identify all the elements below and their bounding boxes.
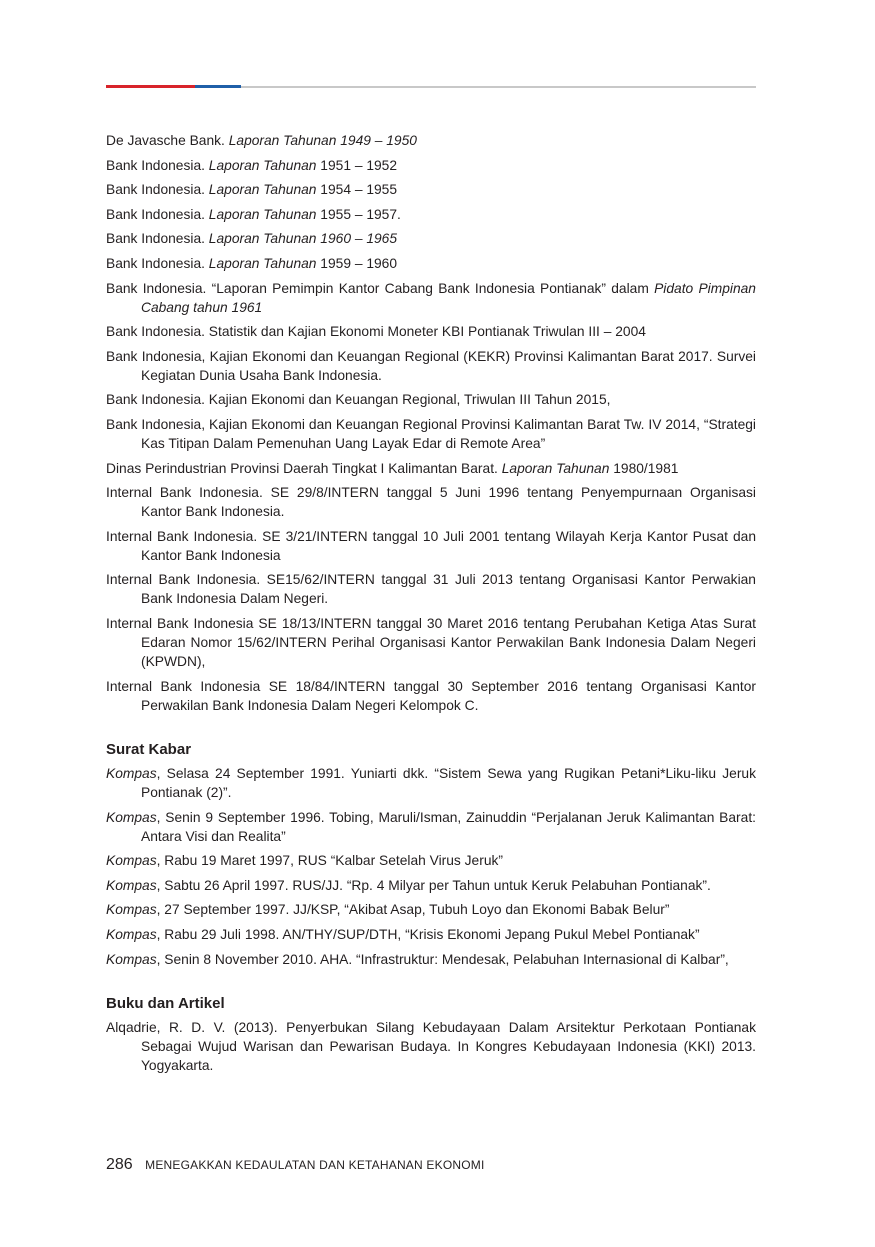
reference-entry bbox=[106, 764, 756, 802]
reference-text: Bank Indonesia. bbox=[106, 182, 209, 198]
reference-text: , Rabu 19 Maret 1997, RUS “Kalbar Setelah Virus Jeruk” bbox=[156, 853, 503, 869]
reference-entry bbox=[106, 229, 756, 248]
reference-entry bbox=[106, 347, 756, 385]
section-heading: Surat Kabar bbox=[106, 740, 192, 758]
running-title: MENEGAKKAN KEDAULATAN DAN KETAHANAN EKONOMI bbox=[145, 1158, 485, 1172]
reference-italic-text: Laporan Tahunan bbox=[208, 157, 317, 173]
reference-text: De Javasche Bank. bbox=[106, 133, 229, 148]
reference-entry bbox=[106, 950, 756, 969]
page-number: 286 bbox=[106, 1156, 133, 1173]
reference-text: Bank Indonesia, Kajian Ekonomi dan Keuangan Regional (KEKR) Provinsi Kalimantan Barat 2017. Survei Kegiatan Dunia Usaha Bank Indonesia. bbox=[106, 348, 756, 383]
reference-text: Internal Bank Indonesia SE 18/84/INTERN tanggal 30 September 2016 tentang Organisasi Kantor Perwakilan Bank Indonesia Dalam Negeri Kelompok C. bbox=[106, 678, 756, 713]
reference-text: Bank Indonesia. bbox=[106, 206, 209, 222]
header-rule bbox=[106, 85, 756, 88]
reference-italic-text: Pidato Pimpinan Cabang tahun 1961 bbox=[141, 280, 756, 315]
reference-entry bbox=[106, 677, 756, 715]
reference-entry bbox=[106, 851, 756, 870]
reference-italic-text: Kompas bbox=[106, 926, 157, 942]
reference-entry bbox=[106, 876, 756, 895]
reference-entry bbox=[106, 900, 756, 919]
reference-entry bbox=[106, 254, 756, 273]
reference-text: Bank Indonesia. “Laporan Pemimpin Kantor Cabang Bank Indonesia Pontianak” dalam bbox=[106, 280, 655, 296]
reference-entry bbox=[106, 614, 756, 671]
reference-entry bbox=[106, 1018, 756, 1075]
reference-italic-text: Laporan Tahunan 1960 – 1965 bbox=[208, 231, 398, 247]
section-heading: Buku dan Artikel bbox=[106, 994, 225, 1012]
reference-italic-text: Kompas bbox=[106, 951, 157, 967]
reference-text: Internal Bank Indonesia. SE15/62/INTERN tanggal 31 Juli 2013 tentang Organisasi Kantor Perwakian Bank Indonesia Dalam Negeri. bbox=[106, 572, 756, 607]
reference-text: , Senin 8 November 2010. AHA. “Infrastruktur: Mendesak, Pelabuhan Internasional di Kalbar”, bbox=[156, 951, 729, 967]
reference-entry bbox=[106, 808, 756, 846]
reference-text: Bank Indonesia. bbox=[106, 255, 209, 271]
reference-text: , 27 September 1997. JJ/KSP, “Akibat Asap, Tubuh Loyo dan Ekonomi Babak Belur” bbox=[156, 902, 670, 918]
reference-text: 1959 – 1960 bbox=[316, 255, 398, 271]
header-rule-red-segment bbox=[106, 85, 195, 88]
reference-entry bbox=[106, 156, 756, 175]
reference-text: 1955 – 1957. bbox=[316, 206, 401, 222]
reference-section bbox=[106, 740, 756, 969]
reference-entry bbox=[106, 390, 756, 409]
reference-text: Internal Bank Indonesia. SE 3/21/INTERN tanggal 10 Juli 2001 tentang Wilayah Kerja Kantor Pusat dan Kantor Bank Indonesia bbox=[106, 528, 756, 563]
reference-text: Dinas Perindustrian Provinsi Daerah Tingkat I Kalimantan Barat. bbox=[106, 460, 502, 476]
reference-text: , Sabtu 26 April 1997. RUS/JJ. “Rp. 4 Milyar per Tahun untuk Keruk Pelabuhan Pontianak”. bbox=[156, 877, 711, 893]
reference-text: Alqadrie, R. D. V. (2013). Penyerbukan Silang Kebudayaan Dalam Arsitektur Perkotaan Pontianak Sebagai Wujud Warisan dan Pewarisan Budaya. In Kongres Kebudayaan Indonesia (KKI) 2013. Yogyakarta. bbox=[106, 1020, 756, 1074]
reference-italic-text: Laporan Tahunan bbox=[208, 182, 317, 198]
reference-italic-text: Kompas bbox=[106, 902, 157, 918]
reference-entry bbox=[106, 322, 756, 341]
page-footer bbox=[106, 1156, 484, 1174]
reference-italic-text: Laporan Tahunan bbox=[208, 206, 317, 222]
reference-entry bbox=[106, 925, 756, 944]
reference-entry bbox=[106, 483, 756, 521]
reference-text: 1951 – 1952 bbox=[316, 157, 398, 173]
reference-entry bbox=[106, 131, 756, 150]
reference-entry bbox=[106, 279, 756, 317]
reference-text: Bank Indonesia. Statistik dan Kajian Ekonomi Moneter KBI Pontianak Triwulan III – 2004 bbox=[106, 324, 646, 340]
reference-text: Internal Bank Indonesia SE 18/13/INTERN tanggal 30 Maret 2016 tentang Perubahan Ketiga Atas Surat Edaran Nomor 15/62/INTERN Perihal Organisasi Kantor Perwakilan Bank Indonesia Dalam Negeri (KPWDN), bbox=[106, 615, 756, 669]
reference-section bbox=[106, 994, 756, 1076]
reference-italic-text: Kompas bbox=[106, 853, 157, 869]
reference-section bbox=[106, 131, 756, 715]
reference-italic-text: Kompas bbox=[106, 766, 157, 781]
reference-list bbox=[106, 131, 756, 1081]
reference-entry bbox=[106, 527, 756, 565]
reference-entry bbox=[106, 415, 756, 453]
reference-entry bbox=[106, 180, 756, 199]
reference-italic-text: Laporan Tahunan 1949 – 1950 bbox=[228, 133, 417, 148]
reference-entry bbox=[106, 459, 756, 478]
reference-text: , Rabu 29 Juli 1998. AN/THY/SUP/DTH, “Krisis Ekonomi Jepang Pukul Mebel Pontianak” bbox=[156, 926, 700, 942]
reference-text: , Senin 9 September 1996. Tobing, Maruli/Isman, Zainuddin “Perjalanan Jeruk Kalimantan Barat: Antara Visi dan Realita” bbox=[141, 809, 756, 844]
reference-text: Internal Bank Indonesia. SE 29/8/INTERN tanggal 5 Juni 1996 tentang Penyempurnaan Organisasi Kantor Bank Indonesia. bbox=[106, 485, 756, 520]
reference-text: 1954 – 1955 bbox=[316, 182, 398, 198]
reference-text: Bank Indonesia. Kajian Ekonomi dan Keuangan Regional, Triwulan III Tahun 2015, bbox=[106, 392, 611, 408]
reference-entry bbox=[106, 205, 756, 224]
reference-italic-text: Kompas bbox=[106, 877, 157, 893]
header-rule-grey-segment bbox=[241, 86, 756, 88]
reference-entry bbox=[106, 570, 756, 608]
reference-text: 1980/1981 bbox=[609, 460, 679, 476]
reference-italic-text: Kompas bbox=[106, 809, 157, 825]
reference-italic-text: Laporan Tahunan bbox=[208, 255, 317, 271]
reference-text: Bank Indonesia, Kajian Ekonomi dan Keuangan Regional Provinsi Kalimantan Barat Tw. IV 2014, “Strategi Kas Titipan Dalam Pemenuhan Uang Layak Edar di Remote Area” bbox=[106, 416, 756, 451]
reference-text: , Selasa 24 September 1991. Yuniarti dkk. “Sistem Sewa yang Rugikan Petani*Liku-liku Jeruk Pontianak (2)”. bbox=[141, 766, 756, 800]
reference-text: Bank Indonesia. bbox=[106, 157, 209, 173]
reference-italic-text: Laporan Tahunan bbox=[501, 460, 610, 476]
reference-text: Bank Indonesia. bbox=[106, 231, 209, 247]
header-rule-blue-segment bbox=[195, 85, 241, 88]
